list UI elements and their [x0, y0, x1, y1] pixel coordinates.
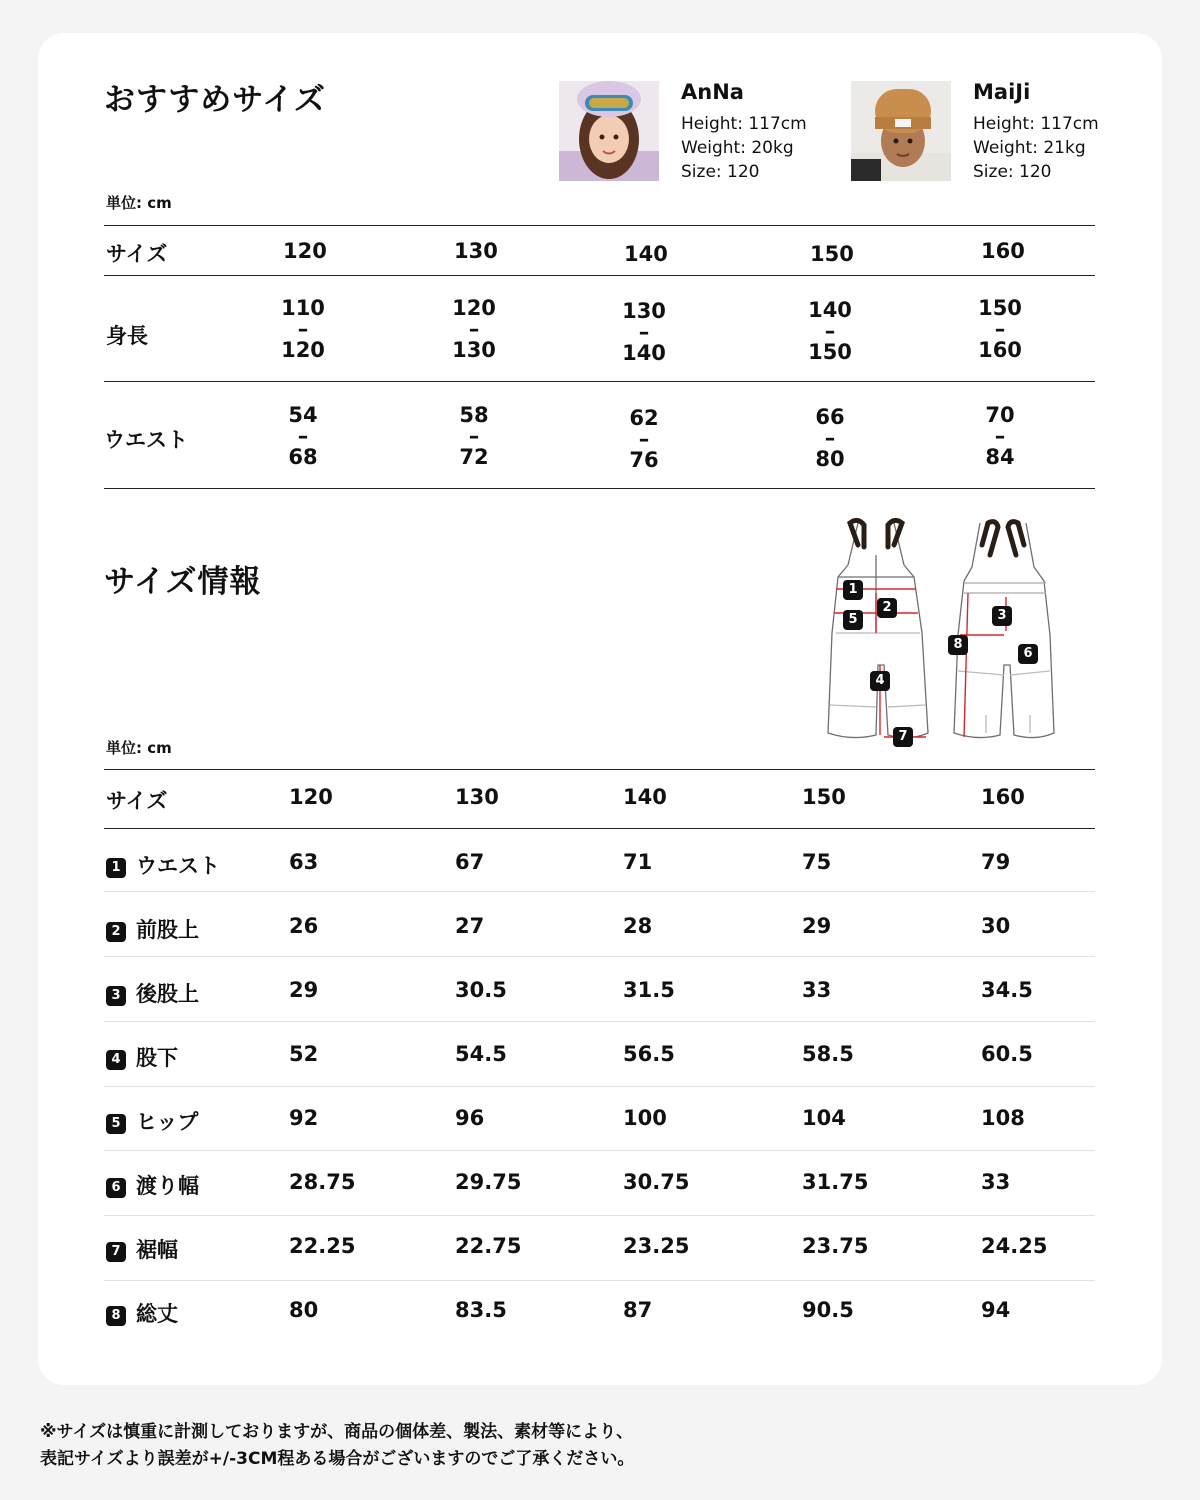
- range-min: 62: [629, 406, 659, 430]
- model-size: Size: 120: [681, 162, 760, 182]
- range-min: 70: [985, 403, 1015, 427]
- footer-note-line2: 表記サイズより誤差が+/-3CM程ある場合がございますのでご了承ください。: [40, 1449, 635, 1469]
- model-info-anna: [681, 80, 807, 184]
- model-weight: Weight: 20kg: [681, 138, 794, 158]
- measure-name: 股下: [136, 1046, 178, 1070]
- measure-value: 52: [289, 1042, 319, 1066]
- measure-value: 104: [802, 1106, 846, 1130]
- recommend-header-size: 150: [810, 242, 854, 266]
- range-max: 80: [815, 447, 845, 471]
- height-range: [263, 298, 343, 361]
- sizeinfo-header-size: 160: [981, 785, 1025, 809]
- sizeinfo-header-label: サイズ: [106, 789, 168, 813]
- recommend-unit: 単位: cm: [106, 194, 172, 212]
- diagram-badge-5: 5: [843, 610, 863, 630]
- sizeinfo-header-size: 140: [623, 785, 667, 809]
- measure-name: 前股上: [136, 918, 199, 942]
- waist-range: [263, 405, 343, 468]
- measure-label-front-rise: [106, 914, 199, 944]
- measure-value: 108: [981, 1106, 1025, 1130]
- measure-label-inseam: [106, 1042, 178, 1072]
- badge-6: 6: [106, 1178, 126, 1198]
- sizeinfo-title: サイズ情報: [104, 564, 262, 600]
- diagram-badge-6: 6: [1018, 644, 1038, 664]
- row-divider: [104, 1280, 1095, 1281]
- measure-value: 56.5: [623, 1042, 675, 1066]
- measure-value: 87: [623, 1298, 653, 1322]
- range-min: 110: [281, 296, 325, 320]
- table-rule: [104, 769, 1095, 770]
- height-range: [790, 300, 870, 363]
- measure-value: 34.5: [981, 978, 1033, 1002]
- waist-range: [434, 405, 514, 468]
- measure-value: 67: [455, 850, 485, 874]
- range-max: 76: [629, 448, 659, 472]
- row-divider: [104, 956, 1095, 957]
- measure-value: 27: [455, 914, 485, 938]
- row-divider: [104, 891, 1095, 892]
- measure-value: 31.75: [802, 1170, 869, 1194]
- model-size: Size: 120: [973, 162, 1052, 182]
- table-rule: [104, 488, 1095, 489]
- range-max: 150: [808, 340, 852, 364]
- recommend-header-size: 120: [283, 239, 327, 263]
- measure-value: 29: [289, 978, 319, 1002]
- measure-value: 75: [802, 850, 832, 874]
- row-divider: [104, 1215, 1095, 1216]
- model-name: AnNa: [681, 80, 744, 104]
- measure-name: 渡り幅: [136, 1174, 199, 1198]
- range-dash: –: [297, 317, 309, 341]
- measure-value: 22.75: [455, 1234, 522, 1258]
- waist-range: [604, 408, 684, 471]
- measure-label-hip: [106, 1106, 198, 1136]
- measure-name: ウエスト: [136, 854, 220, 878]
- range-dash: –: [468, 424, 480, 448]
- row-label-waist: ウエスト: [104, 428, 188, 452]
- measure-value: 58.5: [802, 1042, 854, 1066]
- range-min: 58: [459, 403, 489, 427]
- range-min: 140: [808, 298, 852, 322]
- measure-value: 24.25: [981, 1234, 1048, 1258]
- measure-value: 83.5: [455, 1298, 507, 1322]
- table-rule: [104, 275, 1095, 276]
- badge-5: 5: [106, 1114, 126, 1134]
- range-min: 150: [978, 296, 1022, 320]
- measure-label-hem: [106, 1234, 178, 1264]
- badge-8: 8: [106, 1306, 126, 1326]
- measure-value: 63: [289, 850, 319, 874]
- height-range: [960, 298, 1040, 361]
- recommend-header-label: サイズ: [106, 242, 168, 266]
- measure-value: 31.5: [623, 978, 675, 1002]
- measure-value: 30: [981, 914, 1011, 938]
- range-max: 68: [288, 445, 318, 469]
- table-rule: [104, 828, 1095, 829]
- measure-value: 30.75: [623, 1170, 690, 1194]
- row-divider: [104, 1150, 1095, 1151]
- diagram-badge-2: 2: [877, 598, 897, 618]
- measure-label-thigh: [106, 1170, 199, 1200]
- model-photo-maiji: [851, 81, 951, 181]
- measure-value: 28: [623, 914, 653, 938]
- range-dash: –: [468, 317, 480, 341]
- row-divider: [104, 1021, 1095, 1022]
- table-rule: [104, 381, 1095, 382]
- measure-value: 30.5: [455, 978, 507, 1002]
- badge-1: 1: [106, 858, 126, 878]
- badge-2: 2: [106, 922, 126, 942]
- height-range: [604, 301, 684, 364]
- measure-label-total-length: [106, 1298, 178, 1328]
- range-dash: –: [297, 424, 309, 448]
- measure-value: 33: [802, 978, 832, 1002]
- measure-value: 94: [981, 1298, 1011, 1322]
- badge-7: 7: [106, 1242, 126, 1262]
- recommend-header-size: 130: [454, 239, 498, 263]
- waist-range: [960, 405, 1040, 468]
- measure-value: 79: [981, 850, 1011, 874]
- sizeinfo-header-size: 150: [802, 785, 846, 809]
- measure-label-back-rise: [106, 978, 199, 1008]
- sizeinfo-unit: 単位: cm: [106, 739, 172, 757]
- measure-value: 100: [623, 1106, 667, 1130]
- measure-value: 23.75: [802, 1234, 869, 1258]
- measure-name: ヒップ: [136, 1110, 199, 1134]
- recommend-header-size: 140: [624, 242, 668, 266]
- measure-value: 33: [981, 1170, 1011, 1194]
- bib-pants-diagram: [818, 515, 1068, 753]
- measure-value: 96: [455, 1106, 485, 1130]
- diagram-badge-7: 7: [893, 727, 913, 747]
- diagram-badge-1: 1: [843, 580, 863, 600]
- measure-name: 後股上: [136, 982, 199, 1006]
- model-weight: Weight: 21kg: [973, 138, 1086, 158]
- badge-4: 4: [106, 1050, 126, 1070]
- range-min: 54: [288, 403, 318, 427]
- model-name: MaiJi: [973, 80, 1031, 104]
- range-dash: –: [824, 426, 836, 450]
- measure-value: 29: [802, 914, 832, 938]
- measure-name: 裾幅: [136, 1238, 178, 1262]
- measure-value: 23.25: [623, 1234, 690, 1258]
- measure-value: 90.5: [802, 1298, 854, 1322]
- row-divider: [104, 1086, 1095, 1087]
- measure-name: 総丈: [136, 1302, 178, 1326]
- measure-value: 80: [289, 1298, 319, 1322]
- waist-range: [790, 407, 870, 470]
- measure-value: 26: [289, 914, 319, 938]
- diagram-badge-8: 8: [948, 635, 968, 655]
- range-min: 66: [815, 405, 845, 429]
- model-info-maiji: [973, 80, 1099, 184]
- measure-value: 54.5: [455, 1042, 507, 1066]
- sizeinfo-header-size: 120: [289, 785, 333, 809]
- range-max: 130: [452, 338, 496, 362]
- diagram-badge-3: 3: [992, 606, 1012, 626]
- range-dash: –: [994, 317, 1006, 341]
- range-max: 84: [985, 445, 1015, 469]
- range-min: 120: [452, 296, 496, 320]
- range-max: 140: [622, 341, 666, 365]
- range-min: 130: [622, 299, 666, 323]
- badge-3: 3: [106, 986, 126, 1006]
- sizeinfo-header-size: 130: [455, 785, 499, 809]
- recommend-title: おすすめサイズ: [104, 82, 326, 118]
- measure-value: 71: [623, 850, 653, 874]
- footer-note-line1: ※サイズは慎重に計測しておりますが、商品の個体差、製法、素材等により、: [40, 1422, 634, 1442]
- range-dash: –: [638, 427, 650, 451]
- recommend-header-size: 160: [981, 239, 1025, 263]
- height-range: [434, 298, 514, 361]
- range-dash: –: [638, 320, 650, 344]
- measure-value: 60.5: [981, 1042, 1033, 1066]
- measure-value: 29.75: [455, 1170, 522, 1194]
- range-max: 120: [281, 338, 325, 362]
- range-dash: –: [824, 319, 836, 343]
- model-photo-anna: [559, 81, 659, 181]
- row-label-height: 身長: [106, 324, 148, 348]
- measure-value: 92: [289, 1106, 319, 1130]
- model-height: Height: 117cm: [973, 114, 1099, 134]
- measure-label-waist: [106, 850, 220, 880]
- range-max: 160: [978, 338, 1022, 362]
- range-dash: –: [994, 424, 1006, 448]
- measure-value: 28.75: [289, 1170, 356, 1194]
- diagram-badge-4: 4: [870, 671, 890, 691]
- range-max: 72: [459, 445, 489, 469]
- table-rule: [104, 225, 1095, 226]
- measure-value: 22.25: [289, 1234, 356, 1258]
- model-height: Height: 117cm: [681, 114, 807, 134]
